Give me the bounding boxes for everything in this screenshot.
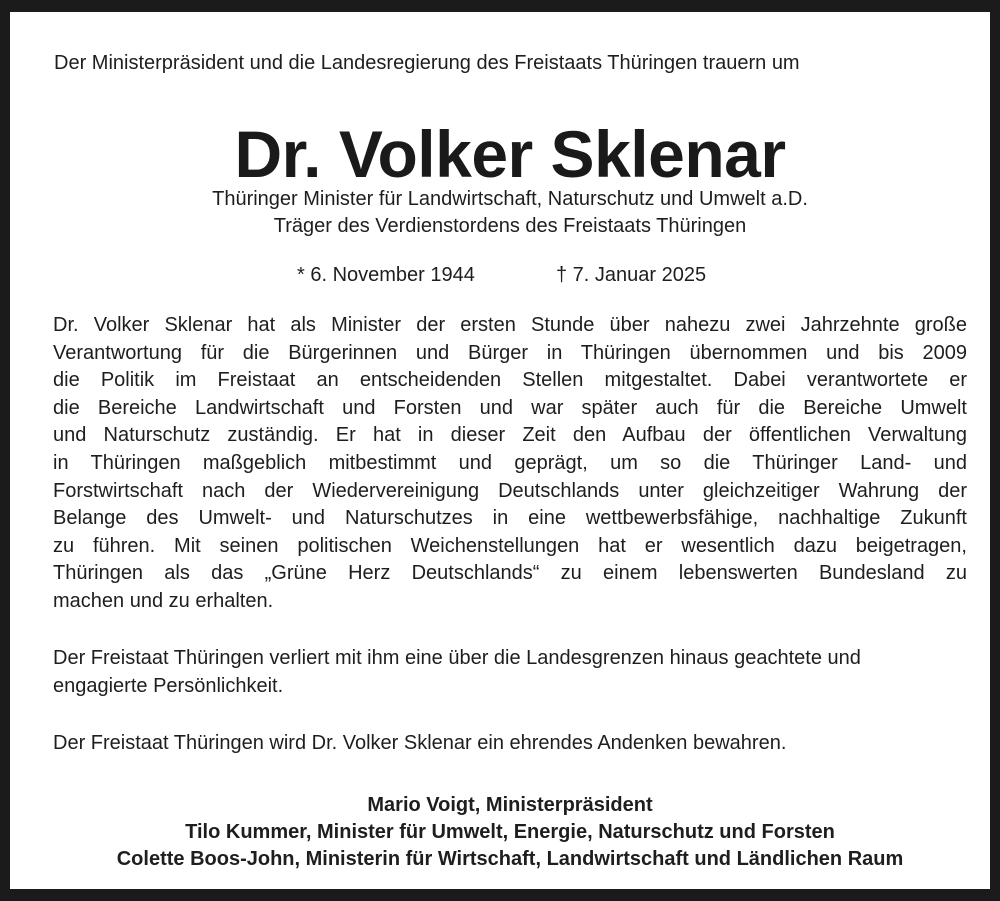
paragraph-line: Forstwirtschaft nach der Wiedervereinigung Deutschlands unter gleichzeitiger Wahrung der bbox=[53, 479, 967, 502]
paragraph-line: machen und zu erhalten. bbox=[53, 589, 274, 612]
remembrance-paragraph bbox=[53, 730, 967, 758]
paragraph-line: die Politik im Freistaat an entscheidenden Stellen mitgestaltet. Dabei verantwortete er bbox=[53, 369, 967, 392]
death-date: † 7. Januar 2025 bbox=[556, 264, 707, 286]
signatory-ministerpraesident: Mario Voigt, Ministerpräsident bbox=[367, 794, 653, 816]
signatory-wirtschaftsministerin: Colette Boos-John, Ministerin für Wirtschaft, Landwirtschaft und Ländlichen Raum bbox=[116, 848, 904, 870]
signatory-umweltminister: Tilo Kummer, Minister für Umwelt, Energie, Naturschutz und Forsten bbox=[185, 821, 835, 843]
paragraph-line: die Bereiche Landwirtschaft und Forsten und war später auch für die Bereiche Umwelt bbox=[53, 396, 967, 419]
paragraph-line: engagierte Persönlichkeit. bbox=[53, 674, 284, 697]
paragraph-line: in Thüringen maßgeblich mitbestimmt und geprägt, um so die Thüringer Land- und bbox=[53, 451, 967, 474]
intro-text: Der Ministerpräsident und die Landesregierung des Freistaats Thüringen trauern um bbox=[54, 52, 800, 74]
deceased-title-1: Thüringer Minister für Landwirtschaft, Naturschutz und Umwelt a.D. bbox=[212, 188, 808, 210]
paragraph-line: Dr. Volker Sklenar hat als Minister der ersten Stunde über nahezu zwei Jahrzehnte große bbox=[53, 314, 967, 336]
deceased-title-2: Träger des Verdienstordens des Freistaats Thüringen bbox=[273, 215, 747, 237]
birth-date: * 6. November 1944 bbox=[297, 264, 475, 286]
legacy-paragraph bbox=[53, 645, 967, 700]
paragraph-line: Thüringen als das „Grüne Herz Deutschlands“ zu einem lebenswerten Bundesland zu bbox=[53, 562, 967, 585]
tribute-paragraph bbox=[53, 312, 967, 616]
paragraph-line: zu führen. Mit seinen politischen Weichenstellungen hat er wesentlich dazu beigetragen, bbox=[53, 534, 967, 557]
paragraph-line: Der Freistaat Thüringen wird Dr. Volker Sklenar ein ehrendes Andenken bewahren. bbox=[53, 732, 787, 754]
paragraph-line: und Naturschutz zuständig. Er hat in dieser Zeit den Aufbau der öffentlichen Verwaltung bbox=[53, 424, 967, 447]
paragraph-line: Belange des Umwelt- und Naturschutzes in eine wettbewerbsfähige, nachhaltige Zukunft bbox=[53, 507, 967, 530]
deceased-name: Dr. Volker Sklenar bbox=[234, 117, 786, 191]
paragraph-line: Der Freistaat Thüringen verliert mit ihm eine über die Landesgrenzen hinaus geachtete und bbox=[53, 647, 861, 669]
paragraph-line: Verantwortung für die Bürgerinnen und Bürger in Thüringen übernommen und bis 2009 bbox=[53, 341, 967, 364]
